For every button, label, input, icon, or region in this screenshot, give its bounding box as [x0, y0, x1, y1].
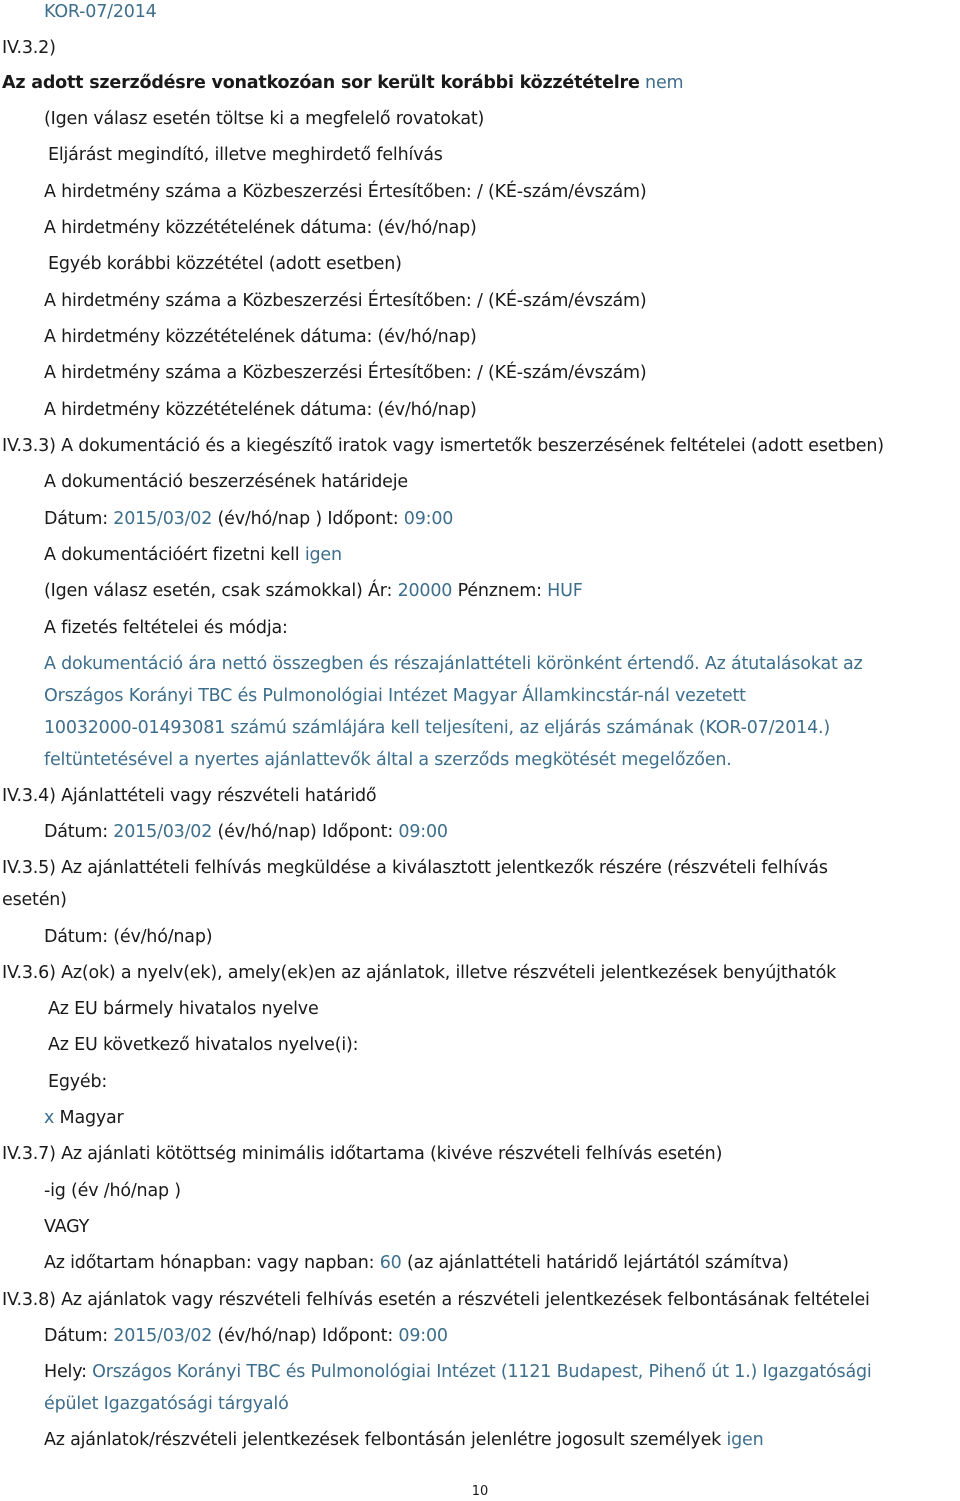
section-heading [2, 961, 836, 985]
section-title: Az(ok) a nyelv(ek), amely(ek)en az ajánlatok, illetve részvételi jelentkezések benyújthatók [61, 963, 837, 983]
time-label: Időpont: [327, 509, 399, 529]
date-label: Dátum: [44, 1326, 108, 1346]
procedure-reference: KOR-07/2014 [44, 2, 157, 22]
section-heading [2, 434, 884, 458]
duration-label: Az időtartam hónapban: vagy napban: [44, 1253, 375, 1273]
notice-number-line: A hirdetmény száma a Közbeszerzési Értesítőben: / (KÉ-szám/évszám) [44, 182, 647, 202]
date-label: Dátum: [44, 822, 108, 842]
section-number: IV.3.3) [2, 436, 56, 456]
price-label: (Igen válasz esetén, csak számokkal) Ár: [44, 581, 393, 601]
previous-publication-question [2, 71, 683, 95]
time-value: 09:00 [398, 822, 448, 842]
section-title: A dokumentáció és a kiegészítő iratok vagy ismertetők beszerzésének feltételei (adott esetben) [61, 436, 884, 456]
section-number: IV.3.7) [2, 1144, 56, 1164]
payment-label: A dokumentációért fizetni kell [44, 545, 300, 565]
payment-terms-label: A fizetés feltételei és módja: [44, 618, 288, 638]
language-value: Magyar [59, 1108, 124, 1128]
time-label: Időpont: [322, 822, 394, 842]
price-line [44, 579, 583, 603]
date-time-line [44, 820, 448, 844]
date-format: (év/hó/nap) [217, 1326, 317, 1346]
payment-terms-text: feltüntetésével a nyertes ajánlattevők által a szerződs megkötését megelőzően. [44, 750, 732, 770]
answer-value: nem [645, 73, 684, 93]
date-time-line [44, 1324, 448, 1348]
notice-date-line: A hirdetmény közzétételének dátuma: (év/hó/nap) [44, 218, 477, 238]
currency-label: Pénznem: [457, 581, 542, 601]
date-value: 2015/03/02 [113, 1326, 213, 1346]
section-heading [2, 1288, 870, 1312]
language-option: Az EU következő hivatalos nyelve(i): [48, 1035, 359, 1055]
page-number: 10 [471, 1484, 489, 1499]
date-time-line [44, 507, 453, 531]
option-other-publication: Egyéb korábbi közzététel (adott esetben) [48, 254, 402, 274]
time-value: 09:00 [398, 1326, 448, 1346]
duration-line [44, 1251, 789, 1275]
language-option: Az EU bármely hivatalos nyelve [48, 999, 319, 1019]
section-number: IV.3.5) [2, 858, 56, 878]
section-title-cont: esetén) [2, 890, 67, 910]
time-value: 09:00 [403, 509, 454, 529]
section-title: Ajánlattételi vagy részvételi határidő [61, 786, 377, 806]
section-heading [2, 1142, 722, 1166]
duration-note: (az ajánlattételi határidő lejártától számítva) [406, 1253, 789, 1273]
payment-value: igen [304, 545, 342, 565]
payment-terms-text: A dokumentáció ára nettó összegben és részajánlattételi körönként értendő. Az átutalásokat az [44, 654, 863, 674]
selected-language [44, 1106, 124, 1130]
section-title: Az ajánlati kötöttség minimális időtartama (kivéve részvételi felhívás esetén) [61, 1144, 723, 1164]
payment-required-line [44, 543, 342, 567]
checkmark-x-icon: x [44, 1108, 55, 1128]
hint-text: (Igen válasz esetén töltse ki a megfelelő rovatokat) [44, 109, 485, 129]
section-heading [2, 784, 376, 808]
date-format: (év/hó/nap) [217, 822, 317, 842]
place-line [44, 1360, 872, 1384]
question-text: Az adott szerződésre vonatkozóan sor került korábbi közzétételre [2, 73, 640, 93]
attendance-label: Az ajánlatok/részvételi jelentkezések felbontásán jelenlétre jogosult személyek [44, 1430, 722, 1450]
payment-terms-text: 10032000-01493081 számú számlájára kell teljesíteni, az eljárás számának (KOR-07/2014.) [44, 718, 831, 738]
section-title: Az ajánlattételi felhívás megküldése a kiválasztott jelentkezők részére (részvételi felhívás [61, 858, 828, 878]
until-date-line: -ig (év /hó/nap ) [44, 1181, 181, 1201]
duration-value: 60 [379, 1253, 402, 1273]
option-call-notice: Eljárást megindító, illetve meghirdető felhívás [48, 145, 443, 165]
section-number: IV.3.4) [2, 786, 56, 806]
or-separator: VAGY [44, 1217, 90, 1237]
date-value: 2015/03/02 [113, 822, 213, 842]
notice-date-line: A hirdetmény közzétételének dátuma: (év/hó/nap) [44, 327, 477, 347]
price-value: 20000 [397, 581, 453, 601]
date-line: Dátum: (év/hó/nap) [44, 927, 213, 947]
time-label: Időpont: [322, 1326, 394, 1346]
section-number: IV.3.8) [2, 1290, 56, 1310]
date-label: Dátum: [44, 509, 108, 529]
currency-value: HUF [547, 581, 583, 601]
notice-number-line: A hirdetmény száma a Közbeszerzési Értesítőben: / (KÉ-szám/évszám) [44, 363, 647, 383]
place-value: Országos Korányi TBC és Pulmonológiai Intézet (1121 Budapest, Pihenő út 1.) Igazgatósági [92, 1362, 872, 1382]
section-number: IV.3.2) [2, 38, 56, 58]
payment-terms-text: Országos Korányi TBC és Pulmonológiai Intézet Magyar Államkincstár-nál vezetett [44, 686, 746, 706]
section-heading [2, 856, 828, 880]
section-title: Az ajánlatok vagy részvételi felhívás esetén a részvételi jelentkezések felbontásának feltételei [61, 1290, 870, 1310]
date-value: 2015/03/02 [113, 509, 213, 529]
attendance-line [44, 1428, 764, 1452]
language-option: Egyéb: [48, 1072, 108, 1092]
attendance-value: igen [726, 1430, 764, 1450]
deadline-label: A dokumentáció beszerzésének határideje [44, 472, 408, 492]
notice-date-line: A hirdetmény közzétételének dátuma: (év/hó/nap) [44, 400, 477, 420]
section-number: IV.3.6) [2, 963, 56, 983]
notice-number-line: A hirdetmény száma a Közbeszerzési Értesítőben: / (KÉ-szám/évszám) [44, 291, 647, 311]
place-value-cont: épület Igazgatósági tárgyaló [44, 1394, 289, 1414]
place-label: Hely: [44, 1362, 87, 1382]
date-format: (év/hó/nap ) [217, 509, 322, 529]
